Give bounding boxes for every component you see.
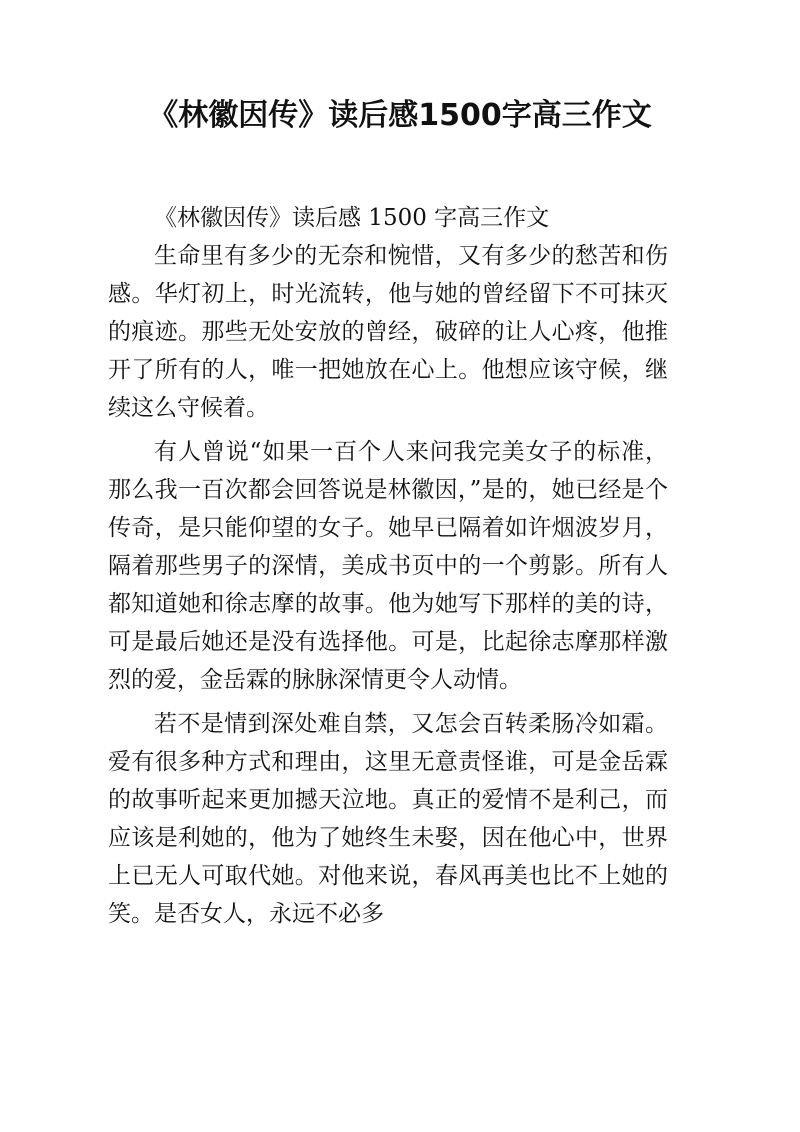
paragraph-2: 有人曾说“如果一百个人来问我完美女子的标准，那么我一百次都会回答说是林徽因，”是的，她已经是个传奇，是只能仰望的女子。她早已隔着如许烟波岁月，隔着那些男子的深情，美成书页中的一个剪影。所有人都知道她和徐志摩的故事。他为她写下那样的美的诗，可是最后她还是没有选择他。可是，比起徐志摩那样激烈的爱，金岳霖的脉脉深情更令人动情。 xyxy=(108,439,668,693)
paragraph-3: 若不是情到深处难自禁，又怎会百转柔肠冷如霜。爱有很多种方式和理由，这里无意责怪谁，可是金岳霖的故事听起来更加撼天泣地。真正的爱情不是利己，而应该是利她的，他为了她终生未娶，因在他心中，世界上已无人可取代她。对他来说，春风再美也比不上她的笑。是否女人，永远不必多 xyxy=(108,711,668,927)
document-title: 《林徽因传》读后感1500字高三作文 xyxy=(148,98,652,133)
document-body xyxy=(108,199,668,933)
document-subtitle: 《林徽因传》读后感 1500 字高三作文 xyxy=(154,205,550,231)
paragraph-1: 生命里有多少的无奈和惋惜，又有多少的愁苦和伤感。华灯初上，时光流转，他与她的曾经留下不可抹灭的痕迹。那些无处安放的曾经，破碎的让人心疼，他推开了所有的人，唯一把她放在心上。他想应该守候，继续这么守候着。 xyxy=(108,243,668,421)
